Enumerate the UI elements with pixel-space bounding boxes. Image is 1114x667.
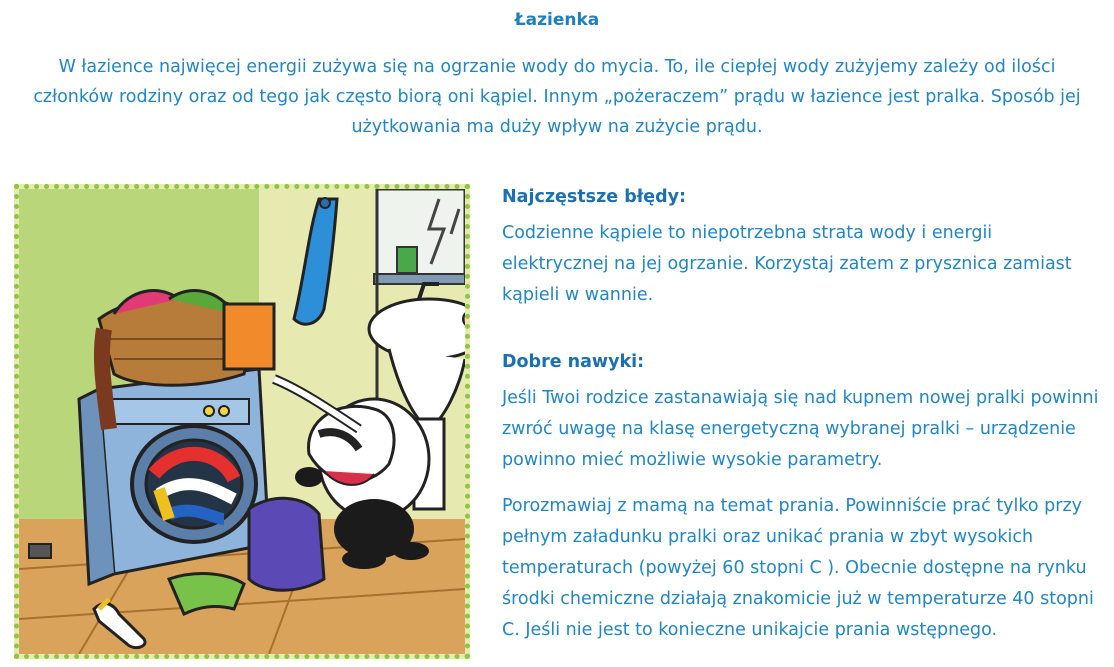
mistakes-heading: Najczęstsze błędy:	[502, 187, 687, 207]
bathroom-cartoon-image	[19, 189, 465, 654]
advice-column	[502, 184, 1102, 646]
intro-paragraph: W łazience najwięcej energii zużywa się na ogrzanie wody do mycia. To, ile ciepłej wody zużyjemy zależy od ilości członków rodziny oraz od tego jak często biorą oni kąpiel. Innym „pożeraczem” prądu w łazience jest pralka. Sposób jej użytkowania ma duży wpływ na zużycie prądu.	[33, 57, 1081, 137]
habits-text-1: Jeśli Twoi rodzice zastanawiają się nad kupnem nowej pralki powinni zwróć uwagę na klasę energetyczną wybranej pralki – urządzenie powinno mieć możliwie wysokie parametry.	[502, 388, 1099, 470]
bathroom-illustration	[14, 184, 470, 659]
habits-heading: Dobre nawyki:	[502, 352, 645, 372]
habits-text-2: Porozmawiaj z mamą na temat prania. Powinniście prać tylko przy pełnym załadunku pralki oraz unikać prania w zbyt wysokich temperaturach (powyżej 60 stopni C ). Obecnie dostępne na rynku środki chemiczne działają znakomicie już w temperaturze 40 stopni C. Jeśli nie jest to konieczne unikajcie prania wstępnego.	[502, 496, 1094, 640]
mistakes-text: Codzienne kąpiele to niepotrzebna strata wody i energii elektrycznej na jej ogrzanie. Korzystaj zatem z prysznica zamiast kąpieli w wannie.	[502, 223, 1072, 305]
page-title: Łazienka	[514, 10, 600, 30]
